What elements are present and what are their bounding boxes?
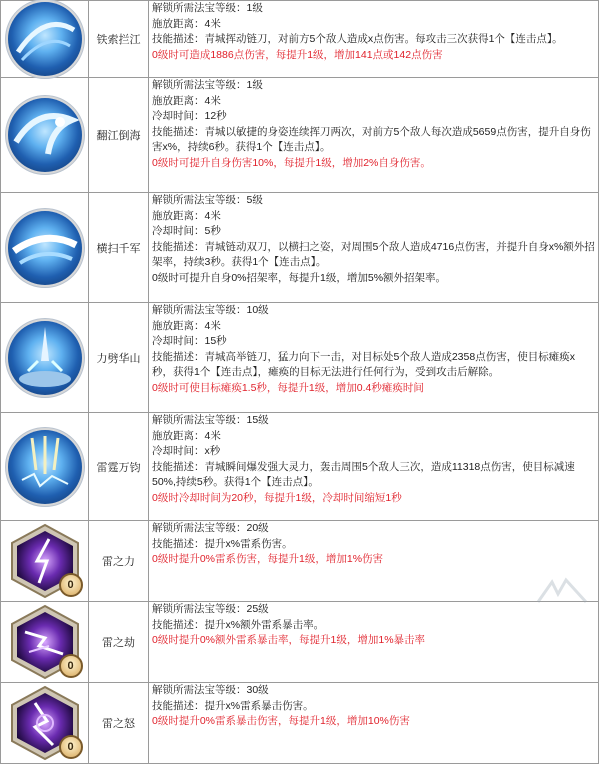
skill-name: 雷之力 <box>89 521 149 602</box>
skill-description <box>149 683 599 764</box>
skill-name: 雷之怒 <box>89 683 149 764</box>
skill-icon-cell <box>1 193 89 303</box>
skill-detail-line: 冷却时间：x秒 <box>152 445 221 457</box>
skill-description <box>149 303 599 413</box>
skill-detail-line: 解锁所需法宝等级：5级 <box>152 194 263 206</box>
skill-detail-line: 技能描述：提升x%雷系伤害。 <box>152 537 293 550</box>
skill-row <box>1 78 599 193</box>
skill-description <box>149 413 599 521</box>
lightning-crit-talent-icon <box>5 602 85 682</box>
skill-detail-line: 冷却时间：5秒 <box>152 225 221 237</box>
skill-detail-line: 施放距离：4米 <box>152 429 221 442</box>
skill-detail-line: 施放距离：4米 <box>152 209 221 222</box>
skill-name: 力劈华山 <box>89 303 149 413</box>
lightning-fury-talent-icon <box>5 683 85 763</box>
skill-row <box>1 1 599 78</box>
sweep-blade-skill-icon <box>8 211 82 285</box>
skill-detail-line: 解锁所需法宝等级：10级 <box>152 304 269 316</box>
skill-description <box>149 1 599 78</box>
skill-row <box>1 303 599 413</box>
skill-icon-cell <box>1 683 89 764</box>
skill-detail-line: 技能描述：青城瞬间爆发强大灵力，轰击周围5个敌人三次，造成11318点伤害，使目标减速50%,持续5秒。获得1个【连击点】。 <box>152 460 575 488</box>
wave-slash-skill-icon <box>8 98 82 172</box>
skill-detail-line: 解锁所需法宝等级：1级 <box>152 79 263 91</box>
skill-detail-line: 技能描述：提升x%额外雷系暴击率。 <box>152 618 325 631</box>
skill-name: 雷霆万钧 <box>89 413 149 521</box>
skill-upgrade-note: 0级时可使目标瘫痪1.5秒，每提升1级，增加0.4秒瘫痪时间 <box>152 381 424 394</box>
skill-detail-line: 技能描述：青城高举链刀，猛力向下一击，对目标处5个敌人造成2358点伤害，使目标瘫痪x秒，获得1个【连击点】，瘫痪的目标无法进行任何行为，受到攻击后解除。 <box>152 350 575 378</box>
skill-icon-cell <box>1 413 89 521</box>
skill-upgrade-note: 0级时提升0%雷系伤害，每提升1级，增加1%伤害 <box>152 553 384 565</box>
chain-whirl-skill-icon <box>8 2 82 76</box>
skill-detail-line: 技能描述：青城挥动链刀，对前方5个敌人造成x点伤害。每攻击三次获得1个【连击点】。 <box>152 33 563 45</box>
skill-description <box>149 78 599 193</box>
skill-upgrade-note: 0级时可提升自身伤害10%，每提升1级，增加2%自身伤害。 <box>152 156 431 169</box>
skill-detail-line: 技能描述：青城以敏捷的身姿连续挥刀两次，对前方5个敌人每次造成5659点伤害，提升自身伤害x%，持续6秒。获得1个【连击点】。 <box>152 125 591 153</box>
skill-row <box>1 413 599 521</box>
skill-icon-cell <box>1 602 89 683</box>
skill-detail-line: 冷却时间：12秒 <box>152 110 227 122</box>
skill-detail-line: 解锁所需法宝等级：1级 <box>152 2 263 14</box>
skill-detail-line: 技能描述：提升x%雷系暴击伤害。 <box>152 699 314 712</box>
skill-description <box>149 193 599 303</box>
skill-detail-line: 施放距离：4米 <box>152 319 221 332</box>
thunder-blades-skill-icon <box>8 430 82 504</box>
skill-icon-cell <box>1 521 89 602</box>
watermark-logo <box>532 572 592 612</box>
skill-detail-line: 解锁所需法宝等级：25级 <box>152 603 269 615</box>
level-badge: 0 <box>59 573 83 597</box>
skill-description <box>149 602 599 683</box>
skill-name: 翻江倒海 <box>89 78 149 193</box>
skill-name: 雷之劫 <box>89 602 149 683</box>
skill-row <box>1 683 599 764</box>
skill-name: 铁索拦江 <box>89 1 149 78</box>
skill-detail-line: 解锁所需法宝等级：15级 <box>152 414 269 426</box>
skill-upgrade-note: 0级时提升0%雷系暴击伤害，每提升1级，增加10%伤害 <box>152 715 410 727</box>
ground-smash-skill-icon <box>8 321 82 395</box>
skill-row <box>1 193 599 303</box>
skill-upgrade-note: 0级时冷却时间为20秒，每提升1级，冷却时间缩短1秒 <box>152 491 402 504</box>
skill-detail-line: 冷却时间：15秒 <box>152 335 227 347</box>
skill-upgrade-note: 0级时可造成1886点伤害，每提升1级，增加141点或142点伤害 <box>152 48 443 61</box>
skill-detail-line: 解锁所需法宝等级：30级 <box>152 684 269 696</box>
level-badge: 0 <box>59 654 83 678</box>
skill-row <box>1 521 599 602</box>
skill-detail-line: 解锁所需法宝等级：20级 <box>152 522 269 534</box>
skill-detail-line: 施放距离：4米 <box>152 94 221 107</box>
level-badge: 0 <box>59 735 83 759</box>
skill-upgrade-note: 0级时提升0%额外雷系暴击率，每提升1级，增加1%暴击率 <box>152 634 426 646</box>
skill-name: 横扫千军 <box>89 193 149 303</box>
skill-icon-cell <box>1 78 89 193</box>
skill-icon-cell <box>1 1 89 78</box>
lightning-power-talent-icon <box>5 521 85 601</box>
skill-icon-cell <box>1 303 89 413</box>
skill-row <box>1 602 599 683</box>
skill-detail-line: 施放距离：4米 <box>152 17 221 30</box>
skill-description <box>149 521 599 602</box>
skill-detail-line: 技能描述：青城链动双刀，以横扫之姿，对周围5个敌人造成4716点伤害，并提升自身x%额外招架率，持续3秒。获得1个【连击点】。 <box>152 240 595 268</box>
skill-detail-line: 0级时可提升自身0%招架率，每提升1级，增加5%额外招架率。 <box>152 271 447 284</box>
